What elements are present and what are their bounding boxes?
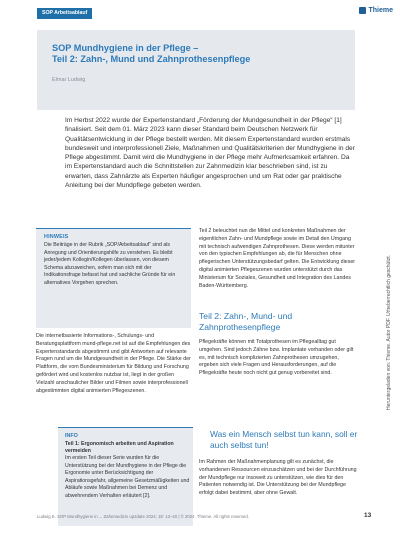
section-badge: SOP Arbeitsablauf bbox=[37, 8, 92, 19]
info-title: INFO bbox=[65, 433, 78, 439]
title-line-2: Teil 2: Zahn-, Mund und Zahnprothesenpflege bbox=[52, 54, 251, 64]
download-side-note: Heruntergeladen von: Thieme. Autor PDF. Urheberrechtlich geschützt. bbox=[386, 255, 392, 410]
article-title bbox=[52, 43, 342, 65]
thieme-logo-icon bbox=[359, 7, 366, 14]
right-paragraph-1: Teil 2 beleuchtet nun die Mittel und konkreten Maßnahmen der eigentlichen Zahn- und Mundpflege sowie im Detail den Umgang mit technisch aufwendigen Zahnprothesen. Diese werden mitunter von den typischen Empfehlungen ab, die für Menschen ohne pflegerischen Unterstützungsbedarf gelten. Die Entwicklung dieser digital animierten Pflegeszenen wurden unterstützt durch das Ministerium für Soziales, Gesundheit und Integration des Landes Baden-Württemberg. bbox=[199, 228, 356, 289]
title-panel bbox=[37, 30, 355, 110]
author-name: Elmar Ludwig bbox=[52, 77, 86, 83]
publisher-logo bbox=[359, 7, 393, 14]
right-paragraph-3: Im Rahmen der Maßnahmenplanung gilt es zunächst, die vorhandenen Ressourcen einzuschätzen und bei der Durchführung der Mundpflege nur insoweit zu unterstützen, wie dies für den Patienten notwendig ist. Die Unterstützung bei der Mundpflege erfolgt dabei bestimmt, aber ohne Gewalt. bbox=[199, 459, 357, 497]
info-text: Im ersten Teil dieser Serie wurden für die Unterstützung bei der Mundhygiene in der Pflege die Ergonomie unter Berücksichtigung der Aspirationsgefahr, allgemeine Gesetzmäßigkeiten und Abläufe sowie Maßnahmen bei Demenz und abwehrendem Verhalten erläutert [2]. bbox=[65, 455, 190, 499]
pull-quote: Was ein Mensch selbst tun kann, soll er auch selbst tun! bbox=[210, 429, 358, 450]
left-paragraph: Die internetbasierte Informations-, Schulungs- und Beratungsplattform mund-pflege.net ist auf die Empfehlungen des Expertenstandards abgestimmt und gibt Antworten auf relevante Fragen rund um die Mundgesundheit in der Pflege. Die Stärke der Plattform, die vom Bundesministerium für Bildung und Forschung gefördert wird und kostenlos nutzbar ist, liegt in der großen Vielzahl anschaulicher Bilder und Filmen sowie interprofessionell abgestimmten digital animierten Pflegeszenen. bbox=[36, 333, 191, 394]
title-line-1: SOP Mundhygiene in der Pflege – bbox=[52, 43, 199, 53]
page-number: 13 bbox=[364, 512, 372, 519]
info-subtitle: Teil 1: Ergonomisch arbeiten und Aspiration vermeiden bbox=[65, 441, 174, 454]
footer-citation: Ludwig E. SOP Mundhygiene in ... Zahnmedizin up2date 2024; 18: 13–20 | © 2024. Thieme. All rights reserved. bbox=[37, 514, 249, 519]
hinweis-text: Die Beiträge in der Rubrik „SOP/Arbeitsablauf“ sind als Anregung und Orientierungshilfe zu verstehen. Es bleibt jeder/jedem Kollegin/Kollegen überlassen, von diesem Schema abzuweichen, sofern man sich mit der Indikationsfrage befasst hat und sachliche Gründe für ein alternatives Vorgehen sprechen. bbox=[44, 242, 176, 286]
section-heading: Teil 2: Zahn-, Mund- und Zahnprothesenpflege bbox=[199, 311, 293, 332]
publisher-name: Thieme bbox=[368, 7, 393, 14]
intro-paragraph: Im Herbst 2022 wurde der Expertenstandard „Förderung der Mundgesundheit in der Pflege“ [1] finalisiert. Seit dem 01. März 2023 kann dieser Standard beim Deutschen Netzwerk für Qualitätsentwicklung in der Pflege bestellt werden. Mit diesem Expertenstandard wurden erstmals bundesweit und interprofessionell Ziele, Maßnahmen und Qualitätskriterien der Mundhygiene in der Pflege abgestimmt. Damit wird die Mundhygiene in der Pflege mehr Aufmerksamkeit erfahren. Da im Expertenstandard auch die Schnittstellen zur Zahnmedizin klar beschrieben sind, ist zu erwarten, dass Zahnärzte als Experten häufiger angesprochen und um Rat oder gar praktische Anleitung bei der Mundpflege gebeten werden. bbox=[65, 117, 355, 190]
right-paragraph-2: Pflegekräfte können mit Totalprothesen im Pflegealltag gut umgehen. Sind jedoch Zähne bzw. Implantate vorhanden oder gilt es, mit technisch komplizierten Zahnprothesen umzugehen, ergeben sich viele Fragen und Herausforderungen, auf die Pflegekräfte heute noch nicht gut genug vorbereitet sind. bbox=[199, 339, 354, 377]
hinweis-title: HINWEIS bbox=[44, 234, 69, 240]
